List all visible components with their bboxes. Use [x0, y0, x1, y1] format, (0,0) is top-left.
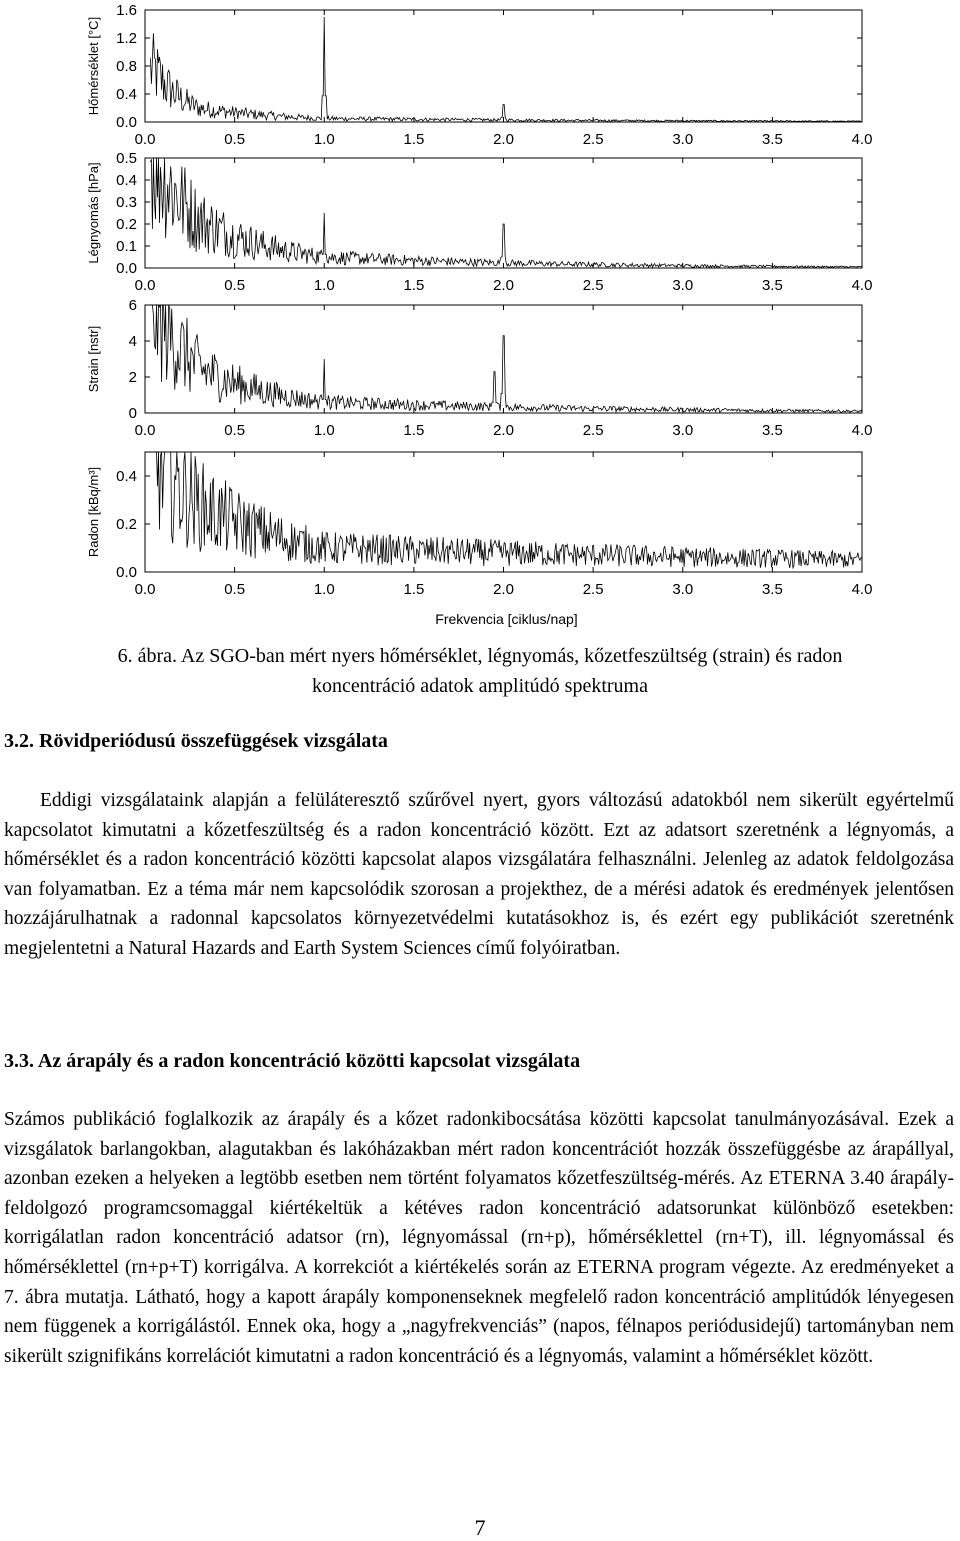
paragraph-3-3: Számos publikáció foglalkozik az árapály és a kőzet radonkibocsátása közötti kapcsolat tanulmányozásával. Ezek a vizsgálatok barlangokban, alagutakban és lakóházakban mért radon koncentrációt hozzák összefüggésbe az árapállyal, azonban ezeken a helyeken a legtöbb esetben nem történt folyamatos kőzetfeszültség-mérés. Az ETERNA 3.40 árapály-feldolgozó programcsomaggal kiértékeltük a kétéves radon koncentráció adatsorunkat különböző esetekben: korrigálatlan radon koncentráció adatsor (rn), légnyomással (rn+p), hőmérséklettel (rn+T), ill. légnyomással és hőmérséklettel (rn+p+T) korrigálva. A korrekciót a kiértékelés során az ETERNA program végezte. Az eredményeket a 7. ábra mutatja. Látható, hogy a kapott árapály komponenseknek megfelelő radon koncentráció amplitúdók lényegesen nem függenek a korrigálástól. Ennek oka, hogy a „nagyfrekvenciás” (napos, félnapos periódusidejű) tartományban nem sikerült szignifikáns korrelációt kimutatni a radon koncentráció és a légnyomás, valamint a hőmérséklet között.	[4, 1109, 954, 1367]
page-number: 7	[474, 1515, 486, 1540]
x-tick-label: 2.5	[582, 277, 604, 294]
x-tick-label: 3.0	[672, 581, 694, 598]
x-tick-label: 0.5	[224, 422, 246, 439]
x-tick-label: 3.0	[672, 422, 694, 439]
x-tick-label: 2.5	[582, 131, 604, 148]
x-tick-label: 2.5	[582, 422, 604, 439]
y-tick-label: 2	[128, 369, 137, 386]
paragraph-3-2: Eddigi vizsgálataink alapján a felüláteresztő szűrővel nyert, gyors változású adatokból nem sikerült egyértelmű kapcsolatot kimutatni a kőzetfeszültség és a radon koncentráció között. Ezt az adatsort szeretnénk a légnyomás, a hőmérséklet és a radon koncentráció közötti kapcsolat alapos vizsgálatára felhasználni. Jelenleg az adatok feldolgozása van folyamatban. Ez a téma már nem kapcsolódik szorosan a projekthez, de a mérési adatok és eredmények jelentősen hozzájárulhatnak a radonnal kapcsolatos környezetvédelmi kutatásokhoz is, és ezért egy publikációt szeretnénk megjelentetni a Natural Hazards and Earth System Sciences című folyóiratban.	[4, 790, 954, 959]
x-tick-label: 1.5	[403, 277, 425, 294]
figure-caption-line-2: koncentráció adatok amplitúdó spektruma	[311, 675, 648, 697]
y-tick-label: 0.2	[116, 516, 137, 533]
y-tick-label: 0.4	[116, 468, 137, 485]
spectrum-series-line	[150, 158, 862, 268]
x-tick-label: 4.0	[851, 422, 873, 439]
x-tick-label: 0.5	[224, 277, 246, 294]
y-tick-label: 0.4	[116, 86, 137, 103]
x-tick-label: 1.0	[313, 581, 335, 598]
y-tick-label: 0	[128, 405, 137, 422]
y-axis-label: Légnyomás [hPa]	[86, 162, 101, 264]
y-tick-label: 0.0	[116, 114, 137, 131]
x-tick-label: 3.0	[672, 131, 694, 148]
x-tick-label: 2.0	[493, 131, 514, 148]
x-tick-label: 2.0	[493, 277, 514, 294]
spectrum-series-line	[150, 305, 862, 412]
y-tick-label: 0.0	[116, 564, 137, 581]
x-tick-label: 2.0	[493, 422, 514, 439]
x-tick-label: 0.0	[134, 277, 156, 294]
x-tick-label: 0.0	[134, 422, 156, 439]
x-tick-label: 3.5	[761, 581, 783, 598]
x-tick-label: 0.0	[134, 581, 156, 598]
spectrum-series-line	[150, 17, 862, 122]
x-tick-label: 2.0	[493, 581, 514, 598]
x-tick-label: 1.5	[403, 581, 425, 598]
y-tick-label: 4	[128, 333, 137, 350]
plot-frame	[145, 10, 862, 122]
y-tick-label: 0.1	[116, 238, 137, 255]
x-tick-label: 3.0	[672, 277, 694, 294]
x-tick-label: 1.0	[313, 277, 335, 294]
y-tick-label: 0.5	[116, 150, 137, 167]
y-tick-label: 1.6	[116, 2, 137, 19]
x-tick-label: 0.5	[224, 581, 246, 598]
section-heading-3-3: 3.3. Az árapály és a radon koncentráció közötti kapcsolat vizsgálata	[4, 1050, 581, 1072]
x-tick-label: 2.5	[582, 581, 604, 598]
x-tick-label: 4.0	[851, 131, 873, 148]
y-tick-label: 0.4	[116, 172, 137, 189]
x-tick-label: 1.0	[313, 131, 335, 148]
y-tick-label: 6	[128, 297, 137, 314]
y-axis-label: Radon [kBq/m³]	[86, 466, 101, 558]
figure-caption-line-1: 6. ábra. Az SGO-ban mért nyers hőmérséklet, légnyomás, kőzetfeszültség (strain) és radon	[117, 645, 843, 667]
x-tick-label: 0.0	[134, 131, 156, 148]
plot-frame	[145, 305, 862, 413]
x-tick-label: 1.5	[403, 131, 425, 148]
y-tick-label: 0.8	[116, 58, 137, 75]
x-tick-label: 4.0	[851, 277, 873, 294]
y-tick-label: 1.2	[116, 30, 137, 47]
x-tick-label: 3.5	[761, 277, 783, 294]
section-heading-3-2: 3.2. Rövidperiódusú összefüggések vizsgálata	[4, 730, 388, 752]
x-tick-label: 0.5	[224, 131, 246, 148]
spectra-figure	[0, 0, 960, 640]
x-tick-label: 3.5	[761, 131, 783, 148]
x-tick-label: 1.0	[313, 422, 335, 439]
y-tick-label: 0.3	[116, 194, 137, 211]
y-tick-label: 0.0	[116, 260, 137, 277]
x-tick-label: 3.5	[761, 422, 783, 439]
spectrum-series-line	[150, 452, 862, 568]
y-axis-label: Strain [nstr]	[86, 325, 101, 393]
x-axis-label: Frekvencia [ciklus/nap]	[435, 611, 578, 627]
y-axis-label: Hőmérséklet [°C]	[86, 16, 101, 116]
x-tick-label: 1.5	[403, 422, 425, 439]
y-tick-label: 0.2	[116, 216, 137, 233]
x-tick-label: 4.0	[851, 581, 873, 598]
